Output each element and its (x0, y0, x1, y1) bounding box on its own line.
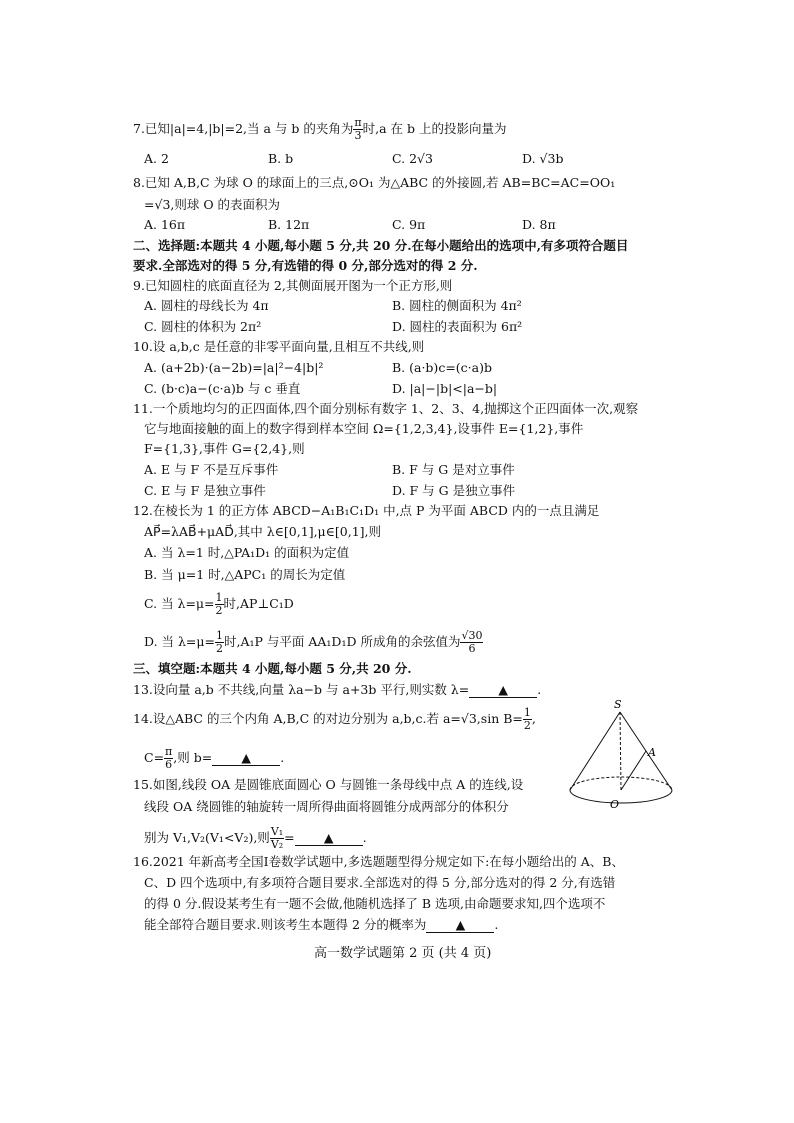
q12-option-d-fraction (215, 630, 224, 655)
q9-option-b: B. 圆柱的侧面积为 4π² (392, 298, 522, 313)
q14-c-fraction (164, 746, 173, 771)
page-footer: 高一数学试题第 2 页 (共 4 页) (314, 946, 492, 961)
q10-option-c: C. (b·c)a−(c·a)b 与 c 垂直 (144, 381, 301, 396)
q15-stem-line1: 15.如图,线段 OA 是圆锥底面圆心 O 与圆锥一条母线中点 A 的连线,设 (133, 777, 524, 792)
cone-axis (620, 712, 621, 790)
q12-option-c-pre: C. 当 λ=μ= (144, 596, 215, 611)
q15-frac-num: V₁ (270, 825, 284, 838)
q14-stem-line2 (144, 746, 284, 771)
q12-c-frac-den: 2 (215, 604, 223, 617)
q8-option-a: A. 16π (144, 217, 186, 232)
q7-stem-pre: 7.已知|a|=4,|b|=2,当 a 与 b 的夹角为 (133, 121, 354, 136)
q8-stem-line2: =√3,则球 O 的表面积为 (144, 197, 281, 212)
q12-stem-line2: AP⃗=λAB⃗+μAD⃗,其中 λ∈[0,1],μ∈[0,1],则 (144, 524, 382, 539)
q12-option-d-pre: D. 当 λ=μ= (144, 634, 215, 649)
q12-option-b: B. 当 μ=1 时,△APC₁ 的周长为定值 (144, 567, 346, 582)
label-s: S (614, 698, 622, 711)
q8-option-c: C. 9π (392, 217, 426, 232)
q12-cos-num: √30 (461, 629, 483, 642)
q8-option-b: B. 12π (268, 217, 310, 232)
q12-d-frac-num: 1 (216, 629, 223, 642)
q7-frac-den: 3 (354, 129, 362, 142)
q12-option-c-post: 时,AP⊥C₁D (223, 596, 294, 611)
q7-option-b: B. b (268, 151, 294, 166)
q13-answer-blank[interactable]: ▲ (469, 683, 537, 698)
label-o: O (610, 798, 620, 811)
q8-option-d: D. 8π (522, 217, 556, 232)
q14-c-post: ,则 b= (173, 750, 213, 765)
q7-stem (133, 117, 506, 142)
q14-end: . (280, 750, 285, 765)
q12-option-c (144, 592, 294, 617)
q9-option-a: A. 圆柱的母线长为 4π (144, 298, 269, 313)
q15-line3-pre: 别为 V₁,V₂(V₁<V₂),则 (144, 830, 270, 845)
q12-option-c-fraction (215, 592, 224, 617)
q11-stem-line1: 11.一个质地均匀的正四面体,四个面分别标有数字 1、2、3、4,抛掷这个正四面体一次,观察 (133, 401, 639, 416)
q11-option-d: D. F 与 G 是独立事件 (392, 483, 516, 498)
q12-c-frac-num: 1 (215, 591, 223, 604)
q8-stem-line1: 8.已知 A,B,C 为球 O 的球面上的三点,⊙O₁ 为△ABC 的外接圆,若 AB=BC=AC=OO₁ (133, 175, 616, 190)
q16-stem-line3: 的得 0 分.假设某考生有一题不会做,他随机选择了 B 选项,由命题要求知,四个选项不 (144, 896, 606, 911)
cone-base-front (570, 790, 672, 803)
q12-cos-den: 6 (468, 642, 476, 655)
q11-option-c: C. E 与 F 是独立事件 (144, 483, 266, 498)
q11-option-b: B. F 与 G 是对立事件 (392, 462, 515, 477)
q14-sin-den: 2 (523, 719, 531, 732)
q15-line3-post: = (284, 830, 295, 845)
q16-end: . (494, 917, 499, 932)
section3-title: 三、填空题:本题共 4 小题,每小题 5 分,共 20 分. (133, 661, 412, 676)
q9-option-d: D. 圆柱的表面积为 6π² (392, 319, 523, 334)
q16-answer-blank[interactable]: ▲ (426, 918, 494, 933)
q7-frac-num: π (354, 116, 362, 129)
label-a: A (648, 746, 656, 759)
segment-oa (621, 751, 646, 790)
cone-left-generatrix (570, 712, 620, 790)
q7-option-d: D. √3b (522, 151, 564, 166)
q15-end: . (362, 830, 367, 845)
section2-title-line1: 二、选择题:本题共 4 小题,每小题 5 分,共 20 分.在每小题给出的选项中,有多项符合题目 (133, 238, 629, 253)
q10-option-b: B. (a·b)c=(c·a)b (392, 360, 492, 375)
q14-sin-fraction (523, 707, 532, 732)
q10-option-d: D. |a|−|b|<|a−b| (392, 381, 498, 396)
q7-option-a: A. 2 (144, 151, 169, 166)
q7-stem-post: 时,a 在 b 上的投影向量为 (362, 121, 507, 136)
q7-option-c: C. 2√3 (392, 151, 433, 166)
q14-c-pre: C= (144, 750, 165, 765)
q16-stem-line2: C、D 四个选项中,有多项符合题目要求.全部选对的得 5 分,部分选对的得 2 分,有选错 (144, 875, 616, 890)
q12-option-d (144, 630, 483, 655)
q16-line4-pre: 能全部符合题目要求.则该考生本题得 2 分的概率为 (144, 917, 427, 932)
q15-stem-line3 (144, 826, 367, 851)
q11-stem-line2: 它与地面接触的面上的数字得到样本空间 Ω={1,2,3,4},设事件 E={1,2},事件 (144, 421, 584, 436)
q14-c-num: π (165, 745, 173, 758)
q12-cos-fraction (460, 630, 483, 655)
q7-fraction (353, 117, 362, 142)
q12-stem-line1: 12.在棱长为 1 的正方体 ABCD−A₁B₁C₁D₁ 中,点 P 为平面 ABCD 内的一点且满足 (133, 503, 600, 518)
q10-stem: 10.设 a,b,c 是任意的非零平面向量,且相互不共线,则 (133, 339, 425, 354)
q9-stem: 9.已知圆柱的底面直径为 2,其侧面展开图为一个正方形,则 (133, 278, 453, 293)
q16-stem-line1: 16.2021 年新高考全国Ⅰ卷数学试题中,多选题题型得分规定如下:在每小题给出的 A、B、 (133, 854, 624, 869)
q14-stem-line1: 14.设△ABC 的三个内角 A,B,C 的对边分别为 a,b,c.若 a=√3,sin B= $\frac{1}{2}$ , (133, 706, 536, 732)
q11-option-a: A. E 与 F 不是互斥事件 (144, 462, 279, 477)
cone-figure (560, 696, 690, 816)
q15-stem-line2: 线段 OA 绕圆锥的轴旋转一周所得曲面将圆锥分成两部分的体积分 (144, 799, 509, 814)
q13-stem-post: . (537, 682, 542, 697)
q15-volume-fraction (270, 826, 284, 851)
q15-frac-den: V₂ (270, 838, 284, 851)
q13-stem-pre: 13.设向量 a,b 不共线,向量 λa−b 与 a+3b 平行,则实数 λ= (133, 682, 470, 697)
q12-option-a: A. 当 λ=1 时,△PA₁D₁ 的面积为定值 (144, 545, 350, 560)
q10-option-a: A. (a+2b)·(a−2b)=|a|²−4|b|² (144, 360, 324, 375)
q15-answer-blank[interactable]: ▲ (295, 831, 363, 846)
q9-option-c: C. 圆柱的体积为 2π² (144, 319, 262, 334)
q11-stem-line3: F={1,3},事件 G={2,4},则 (144, 441, 305, 456)
q16-stem-line4 (144, 916, 498, 934)
section2-title-line2: 要求.全部选对的得 5 分,有选错的得 0 分,部分选对的得 2 分. (133, 258, 478, 273)
q13-stem (133, 681, 541, 699)
q14-answer-blank[interactable]: ▲ (212, 751, 280, 766)
q14-stem-pre: 14.设△ABC 的三个内角 A,B,C 的对边分别为 a,b,c.若 a=√3,sin B= (133, 711, 523, 726)
q14-sin-num: 1 (523, 706, 531, 719)
q12-option-d-mid: 时,A₁P 与平面 AA₁D₁D 所成角的余弦值为 (224, 634, 461, 649)
q14-c-den: 6 (165, 758, 173, 771)
q12-d-frac-den: 2 (216, 642, 223, 655)
